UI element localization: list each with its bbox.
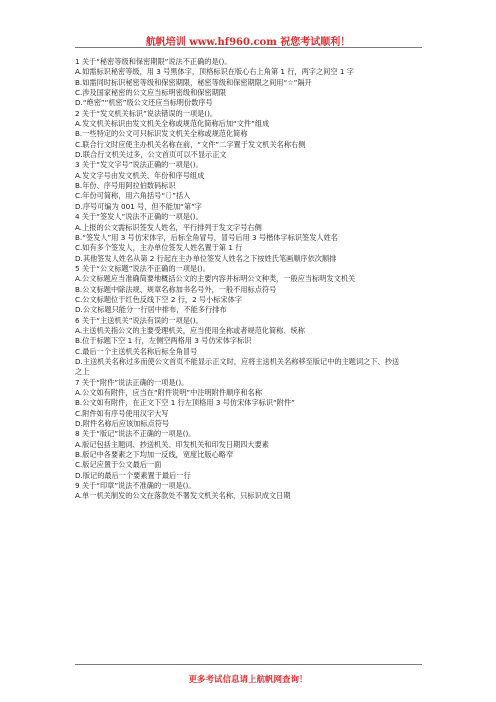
document-line: D.主送机关名称过多而使公文首页不能显示正文时，应将主送机关名称移至版记中的主题词之下、抄送 <box>75 356 400 366</box>
document-line: B.位于标题下空 1 行，左侧空两格用 3 号仿宋体字标识 <box>75 336 252 346</box>
document-line: B.版记中各要素之下均加一反线，宽度比版心略窄 <box>75 450 234 460</box>
document-line: A.发文机关标识由发文机关全称或规范化简称后加“文件”组成 <box>75 119 270 129</box>
document-line: C.公文标题位于红色反线下空 2 行，2 号小标宋体字 <box>75 294 243 304</box>
document-line: 8 关于“版记”说法不正确的一项是()。 <box>75 429 196 439</box>
document-line: C.附件如有序号使用汉字大写 <box>75 408 169 418</box>
footer-divider <box>75 664 422 665</box>
document-line: 5 关于“公文标题”说法不正确的一项是()。 <box>75 263 210 273</box>
document-line: 1 关于“秘密等级和保密期限”说法不正确的是()。 <box>75 57 232 66</box>
page-header-title: 航帆培训 www.hf960.com 祝您考试顺利！ <box>145 37 351 48</box>
document-line: 3 关于“发文字号”说法正确的一项是()。 <box>75 160 203 170</box>
document-line: D.联合行文机关过多，公文首页可以不显示正文 <box>75 150 227 160</box>
document-line: D.序号可编为 001 号，但不能加“第”字 <box>75 201 202 211</box>
document-line: A.版记包括主题词、抄送机关、印发机关和印发日期四大要素 <box>75 439 269 449</box>
header-divider <box>75 47 422 48</box>
document-line: C.联合行文时应使主办机关名称在前，“文件”二字置于发文机关名称右侧 <box>75 139 306 149</box>
document-line: D.版记的最后一个要素置于最后一行 <box>75 470 191 480</box>
document-line: A.发文字号由发文机关、年份和序号组成 <box>75 170 205 180</box>
document-line: B.年份、序号用阿拉伯数码标识 <box>75 181 176 191</box>
document-line: C.年份可简称，用六角括号“〔〕”括入 <box>75 191 191 201</box>
document-line: A.单一机关制发的公文在落款处不署发文机关名称，只标识成文日期 <box>75 491 291 501</box>
document-line: A.公文标题应当准确简要地概括公文的主要内容并标明公文种类，一般应当标明发文机关 <box>75 274 356 284</box>
document-line: C.涉及国家秘密的公文应当标明密级和保密期限 <box>75 88 227 98</box>
document-line: A.如需标识秘密等级，用 3 号黑体字，顶格标识在版心右上角第 1 行，两字之间空 1 字 <box>75 67 354 77</box>
document-line: A.公文如有附件，应当在“附件说明”中注明附件顺序和名称 <box>75 388 263 397</box>
document-line: 2 关于“发文机关标识”说法错误的一项是()。 <box>75 108 218 118</box>
document-line: B.一些特定的公文可只标识发文机关全称或规范化简称 <box>75 129 248 139</box>
document-line: D.“绝密”“机密”级公文还应当标明份数序号 <box>75 98 213 108</box>
document-body <box>75 57 425 502</box>
document-line: 9 关于“印章”说法不准确的一项是()。 <box>75 481 196 491</box>
document-line: A.主送机关指公文的主要受理机关，应当使用全称或者规范化简称、统称 <box>75 325 305 335</box>
document-line: D.公文标题只能分一行居中排布，不能多行排布 <box>75 305 227 315</box>
document-line: A.上报的公文需标识签发人姓名，平行排列于发文字号右侧 <box>75 222 262 232</box>
document-line: 6 关于“主送机关”说法有误的一项是()。 <box>75 315 203 325</box>
document-line: C.版记应置于公文最后一面 <box>75 460 162 470</box>
document-line: C.如有多个签发人，主办单位签发人姓名置于第 1 行 <box>75 243 243 253</box>
document-line: 之上 <box>75 367 90 377</box>
document-line: 4 关于“签发人”说法不正确的一项是()。 <box>75 212 203 222</box>
page-footer-text: 更多考试信息请上航帆网查询！ <box>188 675 308 685</box>
document-line: D.附件名称后应该加标点符号 <box>75 419 170 429</box>
document-line: B.公文标题中除法规、规章名称加书名号外，一般不用标点符号 <box>75 284 277 294</box>
document-line: B.公文如有附件，在正文下空 1 行左顶格用 3 号仿宋体字标识“附件” <box>75 398 295 408</box>
document-line: C.最后一个主送机关名称后标全角冒号 <box>75 346 198 356</box>
document-line: B.“签发人”用 3 号仿宋体字，后标全角冒号，冒号后用 3 号楷体字标识签发人姓名 <box>75 232 338 242</box>
document-line: B.如需同时标识秘密等级和保密期限，秘密等级和保密期限之间用“☆”隔开 <box>75 77 312 87</box>
document-line: D.其他签发人姓名从第 2 行起在主办单位签发人姓名之下按姓氏笔画顺序依次顺排 <box>75 253 337 263</box>
document-line: 7 关于“附件”说法正确的一项是()。 <box>75 377 189 387</box>
